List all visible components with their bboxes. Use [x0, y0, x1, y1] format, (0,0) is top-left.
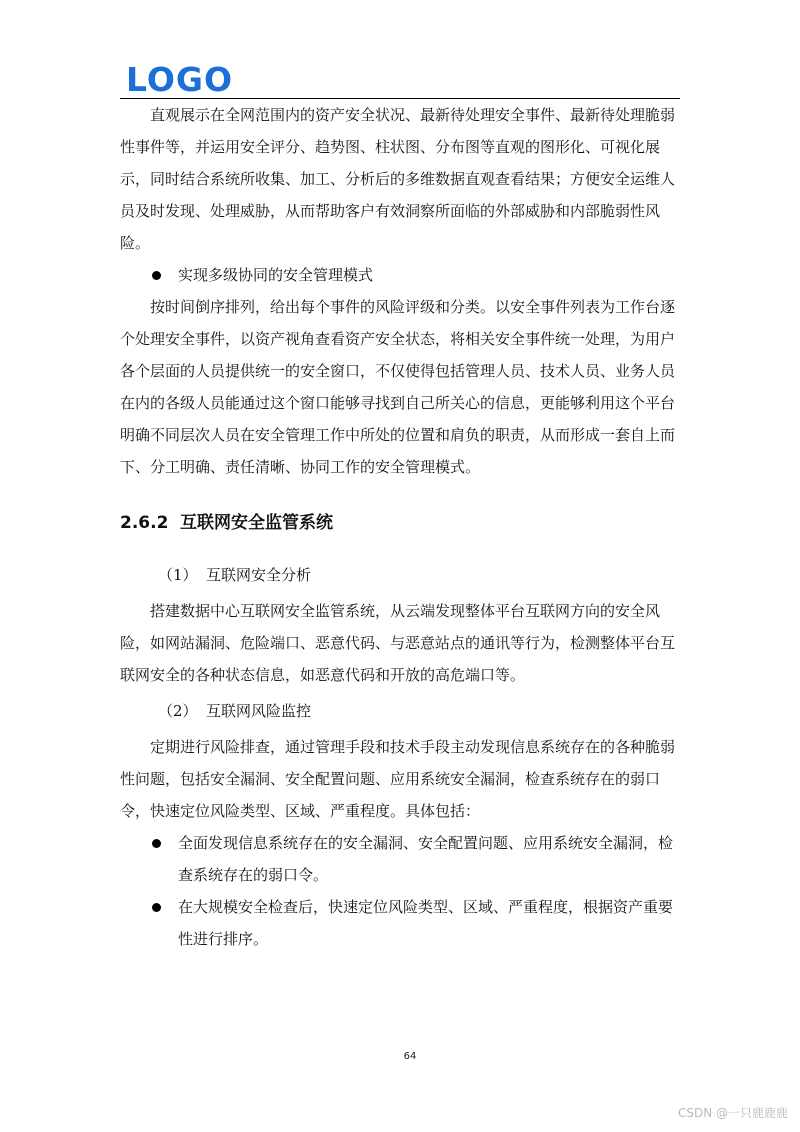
subheading-number: （1）: [158, 566, 198, 584]
paragraph-management-mode: 按时间倒序排列，给出每个事件的风险评级和分类。以安全事件列表为工作台逐个处理安全事件，以资产视角查看资产安全状态，将相关安全事件统一处理，为用户各个层面的人员提供统一的安全窗口，不仅使得包括管理人员、技术人员、业务人员在内的各级人员能通过这个窗口能够寻找到自己所关心的信息，更能够利用这个平台明确不同层次人员在安全管理工作中所处的位置和肩负的职责，从而形成一套自上而下、分工明确、责任清晰、协同工作的安全管理模式。: [120, 298, 676, 476]
subheading: [120, 695, 682, 727]
section-title: 互联网安全监管系统: [180, 513, 333, 533]
subheading: [120, 559, 682, 591]
bullet-icon: [152, 903, 161, 912]
section-number: 2.6.2: [120, 513, 169, 533]
subheading-title: 互联网安全分析: [206, 566, 312, 584]
paragraph-overview: 直观展示在全网范围内的资产安全状况、最新待处理安全事件、最新待处理脆弱性事件等，并运用安全评分、趋势图、柱状图、分布图等直观的图形化、可视化展示，同时结合系统所收集、加工、分析后的多维数据直观查看结果；方便安全运维人员及时发现、处理威胁，从而帮助客户有效洞察所面临的外部威胁和内部脆弱性风险。: [120, 106, 676, 252]
bullet-item: [120, 891, 682, 955]
bullet-text: 实现多级协同的安全管理模式: [178, 266, 374, 284]
bullet-text: 在大规模安全检查后，快速定位风险类型、区域、严重程度，根据资产重要性进行排序。: [178, 898, 674, 948]
bullet-icon: [152, 271, 161, 280]
paragraph-risk-monitoring: 定期进行风险排查，通过管理手段和技术手段主动发现信息系统存在的各种脆弱性问题，包括安全漏洞、安全配置问题、应用系统安全漏洞，检查系统存在的弱口令，快速定位风险类型、区域、严重程度。具体包括：: [120, 738, 676, 820]
watermark: CSDN @一只鹿鹿鹿: [677, 1106, 788, 1120]
subheading-title: 互联网风险监控: [206, 702, 312, 720]
document-body: [120, 99, 682, 955]
bullet-item: [120, 259, 682, 291]
bullet-text: 全面发现信息系统存在的安全漏洞、安全配置问题、应用系统安全漏洞，检查系统存在的弱口令。: [178, 834, 674, 884]
paragraph-internet-analysis: 搭建数据中心互联网安全监管系统，从云端发现整体平台互联网方向的安全风险，如网站漏洞、危险端口、恶意代码、与恶意站点的通讯等行为，检测整体平台互联网安全的各种状态信息，如恶意代码和开放的高危端口等。: [120, 602, 676, 684]
bullet-icon: [152, 839, 161, 848]
header-logo: LOGO: [126, 60, 234, 99]
section-heading: [120, 507, 682, 539]
page-number: 64: [403, 1051, 417, 1062]
bullet-item: [120, 827, 682, 891]
subheading-number: （2）: [158, 702, 198, 720]
